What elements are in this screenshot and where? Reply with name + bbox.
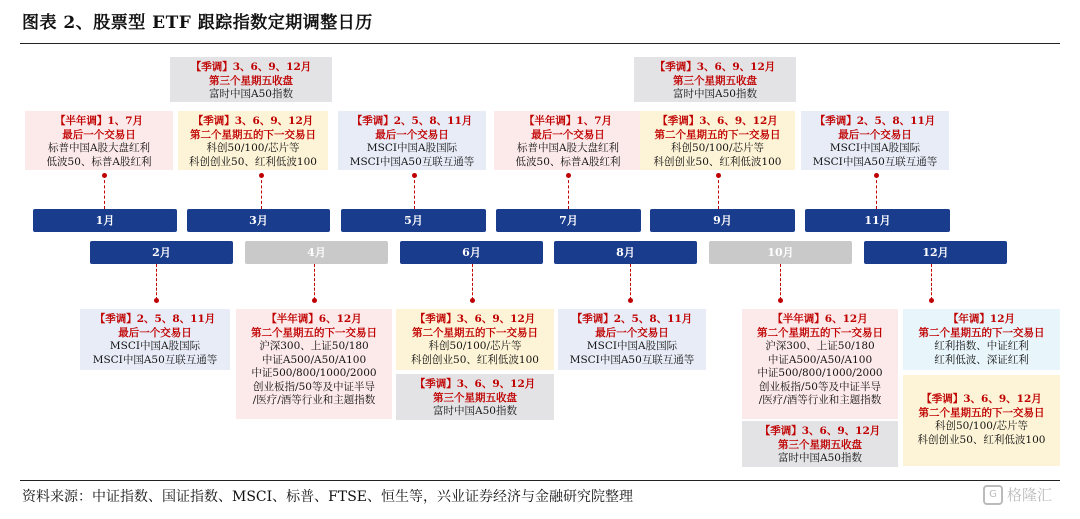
- box-index: MSCI中国A50互联互通等: [569, 353, 695, 366]
- box-index: 富时中国A50指数: [778, 452, 862, 464]
- box-index: MSCI中国A股国际: [586, 340, 678, 352]
- title-divider: [20, 43, 1060, 44]
- box-heading: 【季调】2、5、8、11月: [814, 115, 936, 127]
- box-sep-quarterly-ftse: [634, 57, 796, 102]
- box-heading: 【季调】3、6、9、12月: [414, 378, 536, 390]
- box-index: 科创50/100/芯片等: [935, 420, 1028, 432]
- box-mar-quarterly-star: [178, 111, 328, 170]
- box-index: 科创创业50、红利低波100: [411, 353, 539, 366]
- connector-dot: [874, 173, 879, 178]
- box-index: MSCI中国A50互联互通等: [349, 155, 475, 168]
- box-index: 富时中国A50指数: [209, 88, 293, 100]
- box-index: 中证A500/A50/A100: [261, 353, 367, 366]
- box-heading: 【季调】2、5、8、11月: [94, 313, 216, 325]
- box-index: MSCI中国A股国际: [366, 142, 458, 154]
- footer-divider: [20, 480, 1060, 481]
- month-mar: 3月: [187, 209, 330, 232]
- month-apr: 4月: [245, 241, 388, 264]
- box-index: 科创50/100/芯片等: [428, 340, 522, 352]
- box-index: 沪深300、上证50/180: [259, 340, 369, 352]
- connector-dot: [312, 298, 317, 303]
- box-rule: 第二个星期五的下一交易日: [757, 326, 883, 339]
- box-rule: 最后一个交易日: [595, 326, 669, 339]
- box-heading: 【年调】12月: [947, 313, 1016, 325]
- box-nov-quarterly-msci: [801, 111, 949, 170]
- box-aug-quarterly-msci: [558, 309, 706, 370]
- box-feb-quarterly-msci: [80, 309, 230, 370]
- box-index: 低波50、标普A股红利: [46, 155, 152, 168]
- connector-jun: [472, 264, 473, 300]
- connector-nov: [876, 175, 877, 209]
- connector-dot: [566, 173, 571, 178]
- box-index: /医疗/酒等行业和主题指数: [758, 394, 882, 406]
- box-heading: 【半年调】1、7月: [54, 115, 144, 127]
- connector-dot: [154, 298, 159, 303]
- connector-oct: [780, 264, 781, 300]
- box-heading: 【半年调】6、12月: [772, 313, 868, 325]
- month-may: 5月: [341, 209, 486, 232]
- box-rule: 第二个星期五的下一交易日: [251, 326, 377, 339]
- connector-dot: [470, 298, 475, 303]
- box-index: MSCI中国A50互联互通等: [812, 155, 938, 168]
- watermark: [983, 484, 1052, 505]
- box-heading: 【季调】3、6、9、12月: [759, 425, 881, 437]
- box-jul-half-year: [494, 111, 642, 170]
- box-jun-half-year-csi: [236, 309, 392, 419]
- box-heading: 【季调】3、6、9、12月: [921, 393, 1042, 405]
- box-rule: 最后一个交易日: [62, 128, 136, 141]
- box-dec-quarterly-ftse: [742, 421, 898, 467]
- watermark-logo-icon: G: [983, 485, 1003, 505]
- box-heading: 【半年调】1、7月: [523, 115, 613, 127]
- box-index: 沪深300、上证50/180: [765, 340, 875, 352]
- box-index: 红利低波、深证红利: [934, 353, 1029, 366]
- box-index: 创业板指/50等及中证半导: [253, 380, 375, 393]
- source-note: 资料来源：中证指数、国证指数、MSCI、标普、FTSE、恒生等，兴业证券经济与金融研究院整理: [22, 489, 634, 505]
- box-heading: 【季调】3、6、9、12月: [414, 313, 536, 325]
- box-index: 科创创业50、红利低波100: [917, 433, 1046, 446]
- connector-apr: [314, 264, 315, 300]
- box-index: MSCI中国A股国际: [829, 142, 921, 154]
- box-rule: 最后一个交易日: [118, 326, 192, 339]
- box-index: 中证A500/A50/A100: [767, 353, 873, 366]
- month-sep: 9月: [650, 209, 795, 232]
- box-rule: 第三个星期五收盘: [209, 74, 293, 87]
- box-index: 红利指数、中证红利: [934, 340, 1029, 352]
- connector-sep: [718, 175, 719, 209]
- connector-dot: [628, 298, 633, 303]
- month-feb: 2月: [90, 241, 233, 264]
- month-dec: 12月: [864, 241, 1007, 264]
- box-heading: 【半年调】6、12月: [266, 313, 362, 325]
- connector-dot: [412, 173, 417, 178]
- box-dec-annual-dividend: [903, 309, 1060, 370]
- box-index: MSCI中国A股国际: [109, 340, 201, 352]
- box-index: 科创50/100/芯片等: [206, 142, 300, 154]
- connector-may: [414, 175, 415, 209]
- connector-mar: [261, 175, 262, 209]
- box-rule: 最后一个交易日: [531, 128, 605, 141]
- box-heading: 【季调】3、6、9、12月: [654, 61, 776, 73]
- connector-jan: [104, 175, 105, 209]
- month-nov: 11月: [805, 209, 950, 232]
- connector-dot: [929, 298, 934, 303]
- box-rule: 最后一个交易日: [838, 128, 912, 141]
- box-mar-quarterly-ftse: [170, 57, 332, 102]
- connector-dot: [259, 173, 264, 178]
- box-rule: 第二个星期五的下一交易日: [654, 128, 781, 141]
- box-index: 低波50、标普A股红利: [515, 155, 621, 168]
- connector-dot: [778, 298, 783, 303]
- box-heading: 【季调】3、6、9、12月: [190, 61, 312, 73]
- box-rule: 第二个星期五的下一交易日: [190, 128, 316, 141]
- box-index: 科创50/100/芯片等: [671, 142, 764, 154]
- box-jan-half-year: [25, 111, 173, 170]
- box-rule: 第二个星期五的下一交易日: [412, 326, 538, 339]
- page-title: 图表 2、股票型 ETF 跟踪指数定期调整日历: [22, 13, 373, 33]
- connector-aug: [630, 264, 631, 300]
- month-oct: 10月: [709, 241, 852, 264]
- box-dec-quarterly-star: [903, 375, 1060, 466]
- box-index: 科创创业50、红利低波100: [189, 155, 317, 168]
- box-index: 富时中国A50指数: [433, 405, 517, 417]
- box-rule: 第三个星期五收盘: [673, 74, 757, 87]
- box-rule: 第二个星期五的下一交易日: [918, 326, 1045, 339]
- connector-dec: [931, 264, 932, 300]
- box-index: 中证500/800/1000/2000: [251, 367, 377, 379]
- box-rule: 第三个星期五收盘: [433, 391, 517, 404]
- box-index: 富时中国A50指数: [673, 88, 757, 100]
- box-heading: 【季调】2、5、8、11月: [571, 313, 693, 325]
- box-rule: 最后一个交易日: [375, 128, 449, 141]
- box-heading: 【季调】3、6、9、12月: [657, 115, 778, 127]
- box-index: /医疗/酒等行业和主题指数: [252, 394, 376, 406]
- box-dec-half-year-csi: [742, 309, 898, 419]
- month-jun: 6月: [400, 241, 543, 264]
- watermark-text: 格隆汇: [1006, 486, 1052, 504]
- box-index: 中证500/800/1000/2000: [757, 367, 883, 379]
- box-jun-quarterly-ftse: [396, 374, 554, 420]
- box-index: MSCI中国A50互联互通等: [92, 353, 218, 366]
- connector-feb: [156, 264, 157, 300]
- connector-dot: [716, 173, 721, 178]
- box-heading: 【季调】2、5、8、11月: [351, 115, 473, 127]
- connector-dot: [102, 173, 107, 178]
- box-rule: 第三个星期五收盘: [778, 438, 862, 451]
- box-may-quarterly-msci: [338, 111, 486, 170]
- month-jul: 7月: [496, 209, 641, 232]
- connector-jul: [568, 175, 569, 209]
- box-heading: 【季调】3、6、9、12月: [192, 115, 314, 127]
- box-index: 标普中国A股大盘红利: [47, 142, 151, 154]
- box-jun-quarterly-star: [396, 309, 554, 370]
- box-index: 创业板指/50等及中证半导: [759, 380, 881, 393]
- box-rule: 第二个星期五的下一交易日: [918, 406, 1045, 419]
- box-sep-quarterly-star: [640, 111, 795, 170]
- box-index: 标普中国A股大盘红利: [516, 142, 620, 154]
- month-aug: 8月: [554, 241, 697, 264]
- month-jan: 1月: [33, 209, 177, 232]
- box-index: 科创创业50、红利低波100: [653, 155, 782, 168]
